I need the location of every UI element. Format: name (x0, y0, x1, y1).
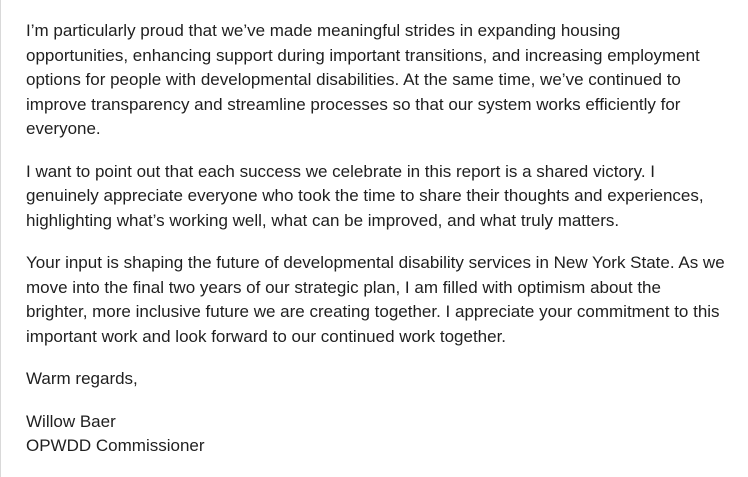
signature-block (26, 410, 726, 459)
paragraph-achievements: I’m particularly proud that we’ve made meaningful strides in expanding housing opportunities, enhancing support during important transitions, and increasing employment options for people with developmental disabilities. At the same time, we’ve continued to improve transparency and streamline processes so that our system works efficiently for everyone. (26, 21, 700, 138)
signature-title: OPWDD Commissioner (26, 436, 205, 455)
signature-name: Willow Baer (26, 411, 116, 431)
left-border-divider (0, 0, 1, 477)
closing-salutation: Warm regards, (26, 369, 138, 388)
paragraph-shared-victory: I want to point out that each success we celebrate in this report is a shared victory. I genuinely appreciate everyone who took the time to share their thoughts and experiences, highlighting what’s working well, what can be improved, and what truly matters. (26, 161, 704, 230)
paragraph-future-outlook: Your input is shaping the future of developmental disability services in New York State. As we move into the final two years of our strategic plan, I am filled with optimism about the brighter, more inclusive future we are creating together. I appreciate your commitment to this important work and look forward to our continued work together. (26, 253, 725, 346)
letter-body (26, 19, 726, 459)
